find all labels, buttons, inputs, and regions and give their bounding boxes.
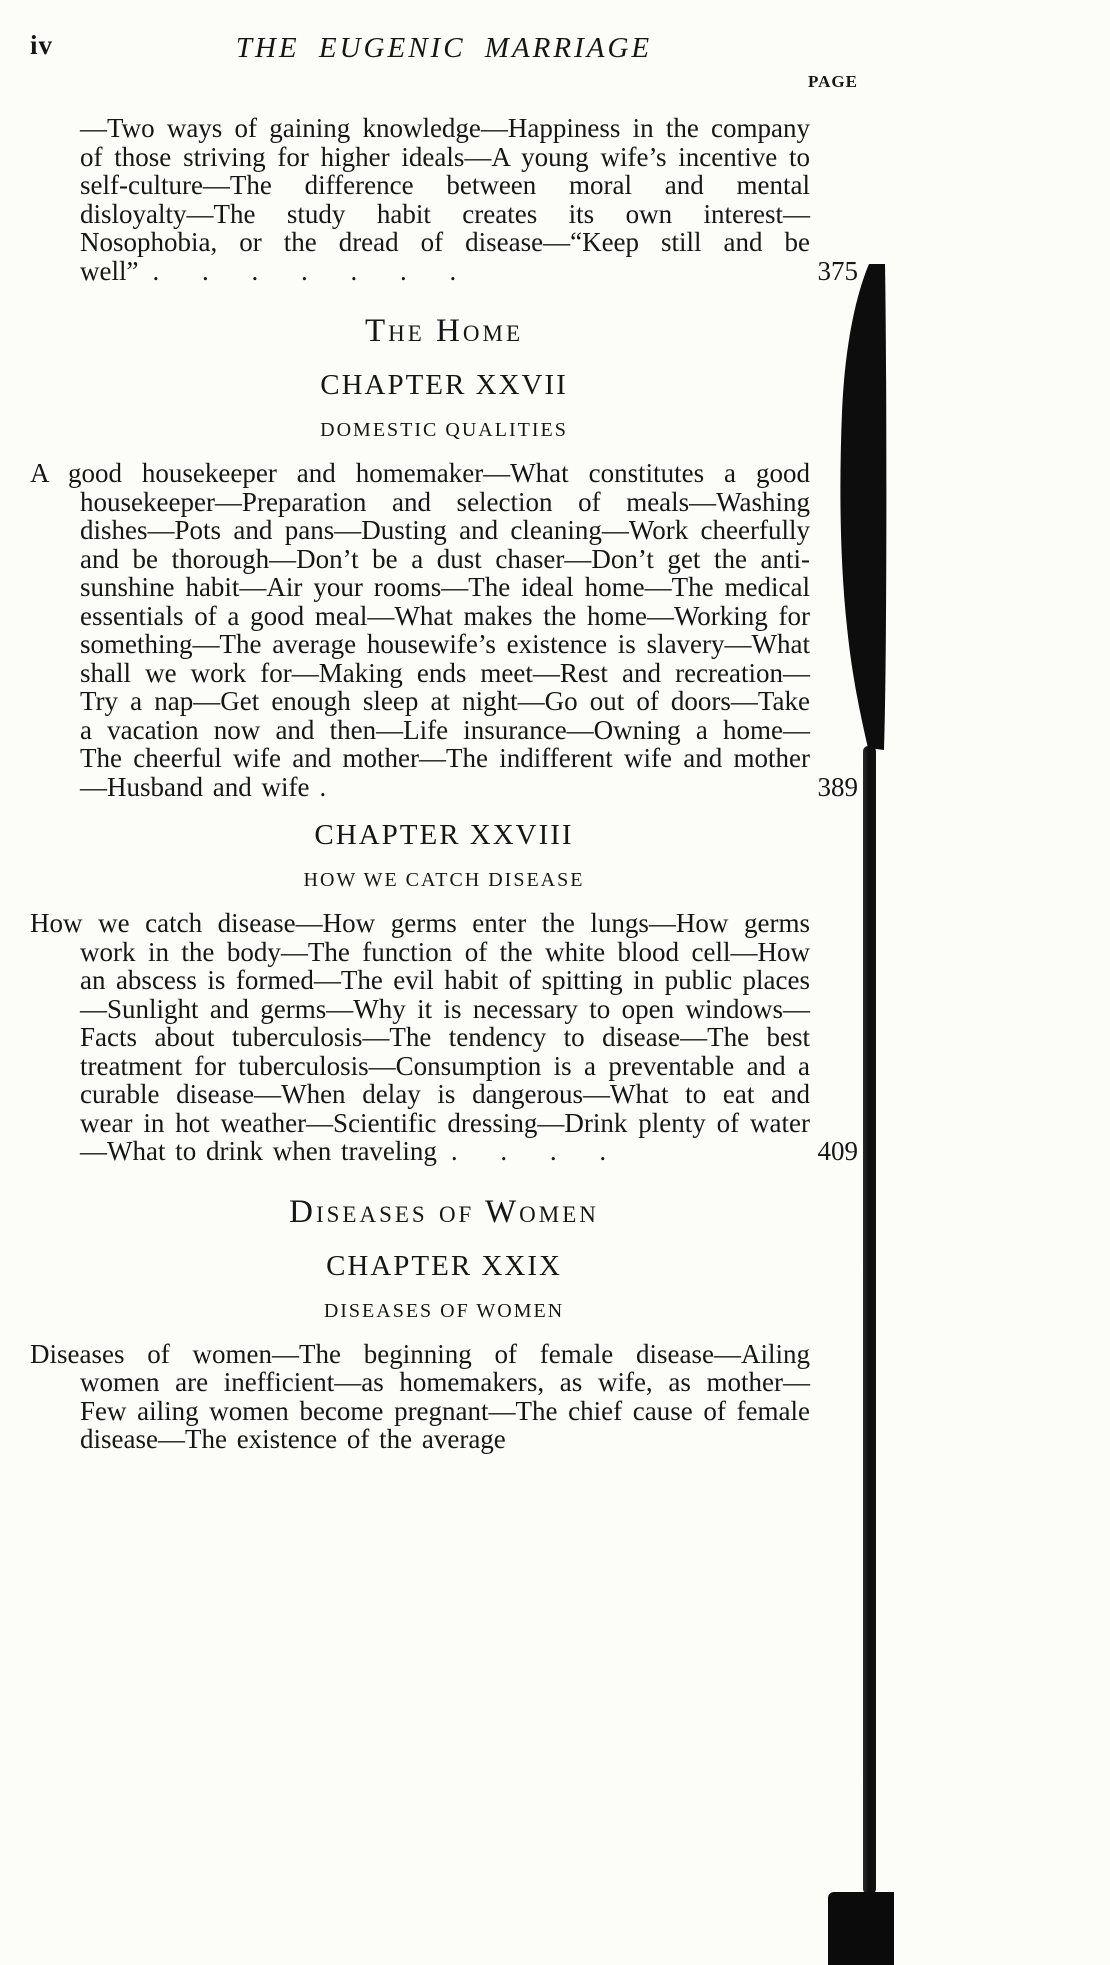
toc-entry-text (30, 909, 810, 1166)
toc-entry-body: How we catch disease—How germs enter the lungs—How germs work in the body—The function of the white blood cell—How an abscess is formed—The evil habit of spitting in public places—Sunlight and germs—Why it is necessary to open windows—Facts about tuberculosis—The tendency to disease—The best treatment for tuberculosis—Consumption is a preventable and a curable disease—When delay is dangerous—What to eat and wear in hot weather—Scientific dressing—Drink plenty of water—What to drink when traveling (30, 908, 810, 1166)
part-heading-diseases-of-women: Diseases of Women (289, 1193, 599, 1230)
chapter-xxix-subtitle: DISEASES OF WOMEN (323, 1299, 565, 1322)
dot-leader: . . . . . . . (152, 255, 457, 286)
toc-entry-409 (30, 909, 858, 1166)
scan-ink-corner-bar (828, 1892, 894, 1965)
chapter-xxvii-title: CHAPTER XXVII (320, 369, 568, 401)
toc-entry-375 (30, 114, 858, 285)
page-number: 409 (817, 1136, 858, 1166)
dot-leader: . . . . (450, 1136, 607, 1166)
scan-ink-strip (863, 746, 876, 1894)
page-header (30, 24, 858, 98)
toc-entry-continued (30, 1340, 858, 1454)
scan-ink-blob (835, 262, 890, 752)
toc-entry-text (30, 459, 810, 801)
toc-entry-text (30, 114, 810, 285)
page-column-label: PAGE (808, 72, 858, 91)
toc-entry-body: —Two ways of gaining knowledge—Happiness in the company of those striving for higher ideals—A young wife’s incentive to self-culture—The difference between moral and mental disloyalty—The study habit creates its own interest—Nosophobia, or the dread of disease—“Keep still and be well” (80, 113, 810, 286)
chapter-xxix-title: CHAPTER XXIX (326, 1249, 562, 1282)
toc-entry-text (30, 1340, 810, 1454)
chapter-xxviii-title: CHAPTER XXVIII (314, 819, 574, 851)
running-title: THE EUGENIC MARRIAGE (235, 32, 653, 64)
toc-page (30, 24, 858, 1454)
page-number: 389 (817, 771, 858, 802)
chapter-xxvii-subtitle: DOMESTIC QUALITIES (320, 419, 568, 441)
page-number: 375 (817, 255, 858, 286)
chapter-xxviii-subtitle: HOW WE CATCH DISEASE (303, 869, 585, 891)
dot-leader: . (319, 771, 327, 802)
toc-entry-body: Diseases of women—The beginning of female disease—Ailing women are inefficient—as homemakers, as wife, as mother—Few ailing women become pregnant—The chief cause of female disease—The existence of the average (30, 1338, 810, 1454)
part-heading-the-home: The Home (364, 313, 523, 349)
toc-entry-body: A good housekeeper and homemaker—What constitutes a good housekeeper—Preparation and selection of meals—Washing dishes—Pots and pans—Dusting and cleaning—Work cheerfully and be thorough—Don’t be a dust chaser—Don’t get the anti-sunshine habit—Air your rooms—The ideal home—The medical essentials of a good meal—What makes the home—Working for something—The average housewife’s existence is slavery—What shall we work for—Making ends meet—Rest and recreation—Try a nap—Get enough sleep at night—Go out of doors—Take a vacation now and then—Life insurance—Owning a home—The cheerful wife and mother—The indifferent wife and mother—Husband and wife (30, 458, 810, 802)
folio-number: iv (30, 30, 54, 60)
toc-entry-389 (30, 459, 858, 801)
